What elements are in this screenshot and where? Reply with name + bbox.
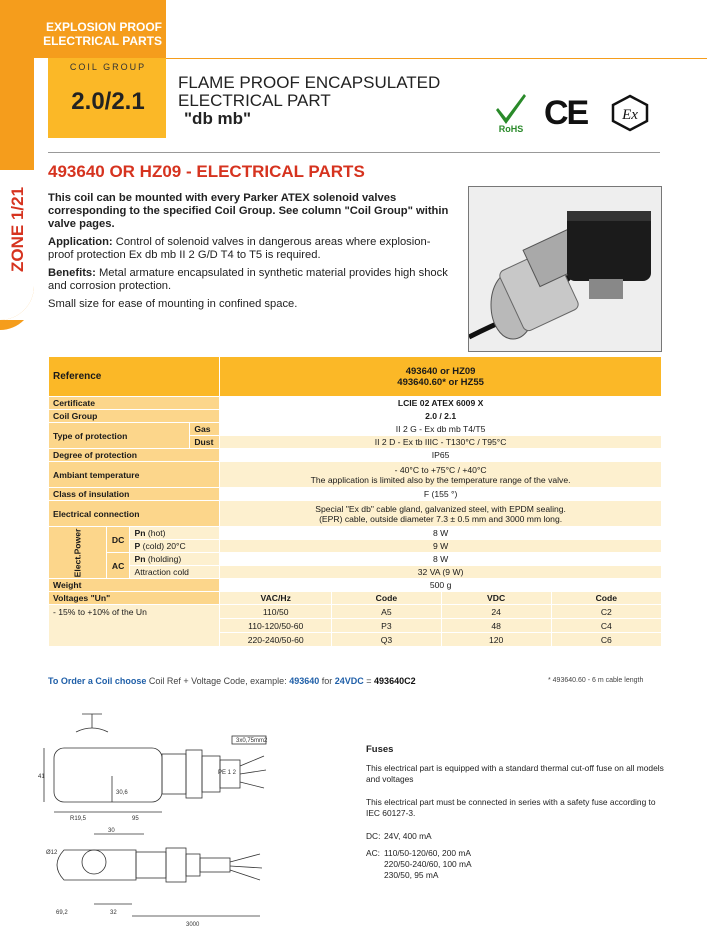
fuses-section — [366, 744, 666, 881]
weight-label: Weight — [49, 579, 220, 592]
voltages-range: - 15% to +10% of the Un — [49, 605, 220, 647]
coil-group-row-label: Coil Group — [49, 410, 220, 423]
vdc-header: VDC — [441, 592, 551, 605]
svg-text:30: 30 — [108, 828, 115, 834]
reference-label: Reference — [49, 357, 220, 397]
table-cell: 110-120/50-60 — [220, 619, 332, 633]
dc-label: DC — [106, 527, 130, 553]
table-row — [49, 397, 662, 410]
table-row — [49, 462, 662, 488]
svg-text:PE 1 2: PE 1 2 — [218, 770, 237, 776]
attraction-label: Attraction cold — [130, 566, 220, 579]
coil-group-row-value: 2.0 / 2.1 — [220, 410, 662, 423]
svg-text:RoHS: RoHS — [498, 124, 524, 134]
table-row — [49, 579, 662, 592]
dc-code-header: Code — [551, 592, 661, 605]
section-title: 493640 OR HZ09 - ELECTRICAL PARTS — [48, 162, 365, 181]
table-cell: C4 — [551, 619, 661, 633]
cable-length-note: * 493640.60 - 6 m cable length — [548, 677, 644, 684]
table-row — [49, 357, 662, 397]
table-cell: 110/50 — [220, 605, 332, 619]
certificate-value: LCIE 02 ATEX 6009 X — [220, 397, 662, 410]
rohs-icon — [494, 92, 528, 134]
weight-value: 500 g — [220, 579, 662, 592]
table-cell: 120 — [441, 633, 551, 647]
fuses-title: Fuses — [366, 744, 394, 755]
benefits-paragraph: Benefits: Metal armature encapsulated in synthetic material provides high shock and corrosion protection. — [48, 267, 448, 292]
table-cell: C2 — [551, 605, 661, 619]
table-row — [49, 488, 662, 501]
dust-label: Dust — [190, 436, 220, 449]
pn-holding-value: 8 W — [220, 553, 662, 566]
coil-group-value: 2.0/2.1 — [71, 88, 145, 115]
svg-text:41: 41 — [38, 774, 45, 780]
spec-table — [48, 356, 662, 647]
product-photo — [468, 186, 662, 352]
connection-value: Special "Ex db" cable gland, galvanized steel, with EPDM sealing. (EPR) cable, outside diameter 7.3 ± 0.5 mm and 3000 mm long. — [220, 501, 662, 527]
ac-label: AC — [106, 553, 130, 579]
degree-label: Degree of protection — [49, 449, 220, 462]
pn-hot-label: Pn (hot) — [130, 527, 220, 540]
table-cell: 48 — [441, 619, 551, 633]
table-row — [49, 605, 662, 619]
certification-logos — [494, 92, 664, 136]
svg-text:30,6: 30,6 — [116, 790, 128, 796]
ac-code-header: Code — [332, 592, 441, 605]
table-cell: C6 — [551, 633, 661, 647]
table-row — [49, 553, 662, 566]
title-line-3: "db mb" — [184, 109, 252, 128]
svg-text:69,2: 69,2 — [56, 910, 68, 916]
insulation-label: Class of insulation — [49, 488, 220, 501]
table-row — [49, 449, 662, 462]
insulation-value: F (155 °) — [220, 488, 662, 501]
p-cold-label: P (cold) 20°C — [130, 540, 220, 553]
table-row — [49, 423, 662, 436]
header-rule — [166, 58, 707, 59]
application-paragraph: Application: Control of solenoid valves in dangerous areas where explosion-proof protection Ex db mb II 2 G/D T4 to T5 is required. — [48, 236, 431, 261]
svg-text:3000: 3000 — [186, 922, 200, 928]
voltages-label: Voltages "Un" — [49, 592, 220, 605]
title-line-1: FLAME PROOF ENCAPSULATED — [178, 73, 441, 92]
table-row — [49, 501, 662, 527]
ce-mark-icon: CE — [544, 94, 588, 132]
pn-hot-value: 8 W — [220, 527, 662, 540]
title-line-2: ELECTRICAL PART — [178, 91, 331, 110]
connection-label: Electrical connection — [49, 501, 220, 527]
svg-text:R19,5: R19,5 — [70, 816, 87, 822]
fuse-ac-row: AC: 110/50-120/60, 200 mA 220/50-240/60, 100 mA 230/50, 95 mA — [366, 848, 472, 880]
table-cell: P3 — [332, 619, 441, 633]
dimension-drawing — [36, 704, 356, 930]
p-cold-value: 9 W — [220, 540, 662, 553]
vac-header: VAC/Hz — [220, 592, 332, 605]
table-row — [49, 527, 662, 540]
table-row — [49, 592, 662, 605]
order-instruction: To Order a Coil choose Coil Ref + Voltage Code, example: 493640 for 24VDC = 493640C2 — [48, 676, 416, 686]
zone-label: ZONE 1/21 — [8, 186, 27, 272]
attraction-value: 32 VA (9 W) — [220, 566, 662, 579]
protection-label: Type of protection — [49, 423, 190, 449]
category-label: EXPLOSION PROOF ELECTRICAL PARTS — [43, 20, 162, 48]
fuses-paragraph-1: This electrical part is equipped with a standard thermal cut-off fuse on all models and voltages — [366, 763, 664, 784]
table-cell: 220-240/50-60 — [220, 633, 332, 647]
ambient-value: - 40°C to +75°C / +40°C The application is limited also by the temperature range of the valve. — [220, 462, 662, 488]
reference-value: 493640 or HZ09 493640.60* or HZ55 — [220, 357, 662, 397]
table-cell: 24 — [441, 605, 551, 619]
table-cell: A5 — [332, 605, 441, 619]
table-row — [49, 410, 662, 423]
ex-mark-icon — [610, 94, 650, 132]
ambient-label: Ambiant temperature — [49, 462, 220, 488]
fuses-paragraph-2: This electrical part must be connected in series with a safety fuse according to IEC 60127-3. — [366, 797, 656, 818]
degree-value: IP65 — [220, 449, 662, 462]
product-title — [178, 74, 478, 128]
pn-holding-label: Pn (holding) — [130, 553, 220, 566]
size-paragraph: Small size for ease of mounting in confined space. — [48, 298, 298, 310]
svg-text:Ø12: Ø12 — [46, 850, 58, 856]
elect-power-label: Elect.Power — [49, 527, 107, 579]
intro-text — [48, 192, 450, 316]
svg-text:95: 95 — [132, 816, 139, 822]
svg-text:32: 32 — [110, 910, 117, 916]
svg-text:3x0,75mm2: 3x0,75mm2 — [236, 738, 268, 744]
gas-label: Gas — [190, 423, 220, 436]
fuse-dc-row: DC: 24V, 400 mA — [366, 831, 432, 841]
gas-value: II 2 G - Ex db mb T4/T5 — [220, 423, 662, 436]
certificate-label: Certificate — [49, 397, 220, 410]
section-rule — [48, 152, 660, 153]
dust-value: II 2 D - Ex tb IIIC - T130°C / T95°C — [220, 436, 662, 449]
coil-group-label: COIL GROUP — [69, 62, 147, 72]
intro-paragraph: This coil can be mounted with every Parker ATEX solenoid valves corresponding to the specified Coil Group. See column "Coil Group" within valve pages. — [48, 192, 449, 230]
table-row — [49, 540, 662, 553]
table-cell: Q3 — [332, 633, 441, 647]
svg-text:Ex: Ex — [622, 107, 638, 123]
table-row — [49, 566, 662, 579]
